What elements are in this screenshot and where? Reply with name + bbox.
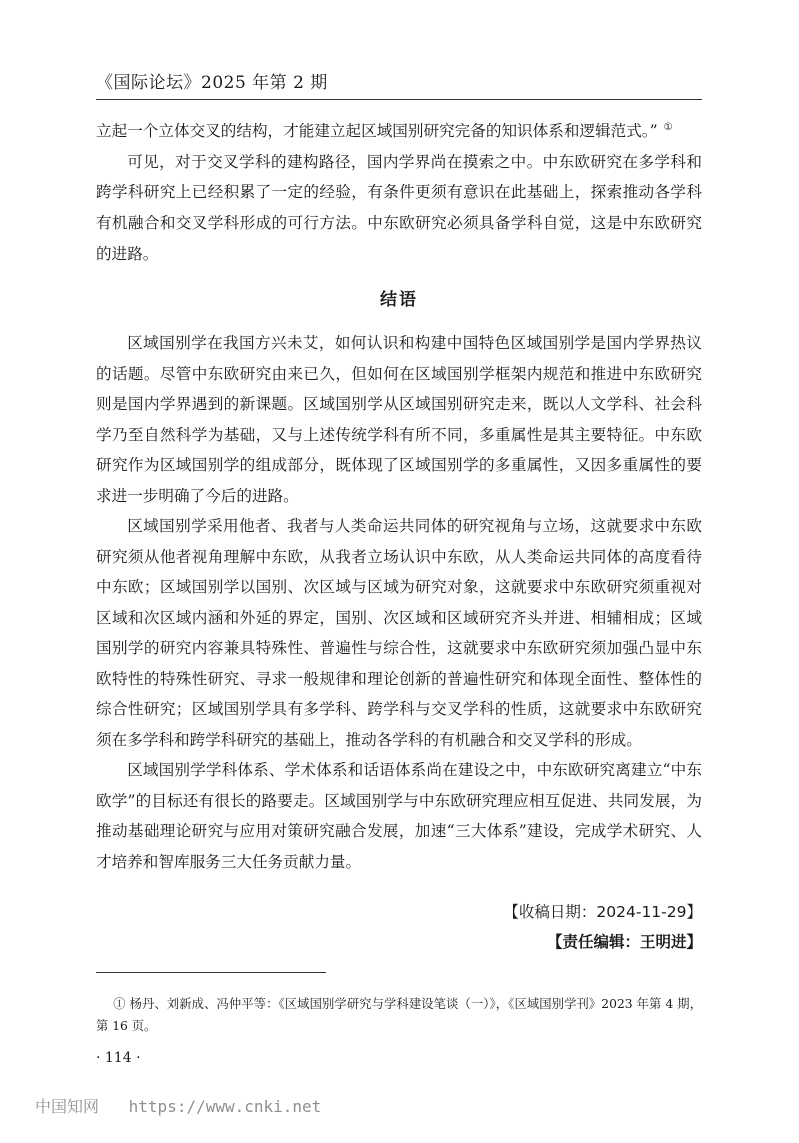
paragraph-text: 立起一个立体交叉的结构，才能建立起区域国别研究完备的知识体系和逻辑范式。”	[96, 122, 658, 141]
watermark-url[interactable]: https://www.cnki.net	[128, 1097, 322, 1116]
section-title: 结语	[380, 290, 418, 310]
paragraph-continued	[96, 113, 702, 147]
footnote-text: ① 杨丹、刘新成、冯仲平等：《区域国别学研究与学科建设笔谈（一）》，《区域国别学刊》2023 年第 4 期，第 16 页。	[96, 997, 702, 1033]
paragraph: 可见，对于交叉学科的建构路径，国内学界尚在摸索之中。中东欧研究在多学科和跨学科研究上已经积累了一定的经验，有条件更须有意识在此基础上，探索推动各学科有机融合和交叉学科形成的可行方法。中东欧研究必须具备学科自觉，这是中东欧研究的进路。	[96, 152, 702, 263]
conclusion-paragraph-1: 区域国别学在我国方兴未艾，如何认识和构建中国特色区域国别学是国内学界热议的话题。尽管中东欧研究由来已久，但如何在区域国别学框架内规范和推进中东欧研究则是国内学界遇到的新课题。区域国别学从区域国别研究走来，既以人文学科、社会科学乃至自然科学为基础，又与上述传统学科有所不同，多重属性是其主要特征。中东欧研究作为区域国别学的组成部分，既体现了区域国别学的多重属性，又因多重属性的要求进一步明确了今后的进路。	[96, 334, 702, 505]
responsible-editor: 【责任编辑：王明进】	[546, 933, 702, 951]
body-text	[96, 113, 702, 269]
received-date: 【收稿日期：2024-11-29】	[503, 903, 702, 921]
watermark	[35, 1094, 321, 1117]
footnote	[96, 993, 702, 1037]
journal-header: 《国际论坛》2025 年第 2 期	[96, 73, 328, 93]
footnote-reference[interactable]: ①	[663, 122, 673, 133]
watermark-logo-text: 中国知网	[35, 1097, 100, 1116]
conclusion-paragraph-3: 区域国别学学科体系、学术体系和话语体系尚在建设之中，中东欧研究离建立“中东欧学”的目标还有很长的路要走。区域国别学与中东欧研究理应相互促进、共同发展，为推动基础理论研究与应用对策研究融合发展，加速“三大体系”建设，完成学术研究、人才培养和智库服务三大任务贡献力量。	[96, 761, 702, 871]
conclusion-text	[96, 328, 702, 877]
header-rule	[96, 99, 702, 100]
page-number: · 114 ·	[96, 1050, 141, 1066]
footnote-rule	[96, 972, 326, 973]
conclusion-paragraph-2: 区域国别学采用他者、我者与人类命运共同体的研究视角与立场，这就要求中东欧研究须从他者视角理解中东欧，从我者立场认识中东欧，从人类命运共同体的高度看待中东欧；区域国别学以国别、次区域与区域为研究对象，这就要求中东欧研究须重视对区域和次区域内涵和外延的界定，国别、次区域和区域研究齐头并进、相辅相成；区域国别学的研究内容兼具特殊性、普遍性与综合性，这就要求中东欧研究须加强凸显中东欧特性的特殊性研究、寻求一般规律和理论创新的普遍性研究和体现全面性、整体性的综合性研究；区域国别学具有多学科、跨学科与交叉学科的性质，这就要求中东欧研究须在多学科和跨学科研究的基础上，推动各学科的有机融合和交叉学科的形成。	[96, 517, 702, 749]
